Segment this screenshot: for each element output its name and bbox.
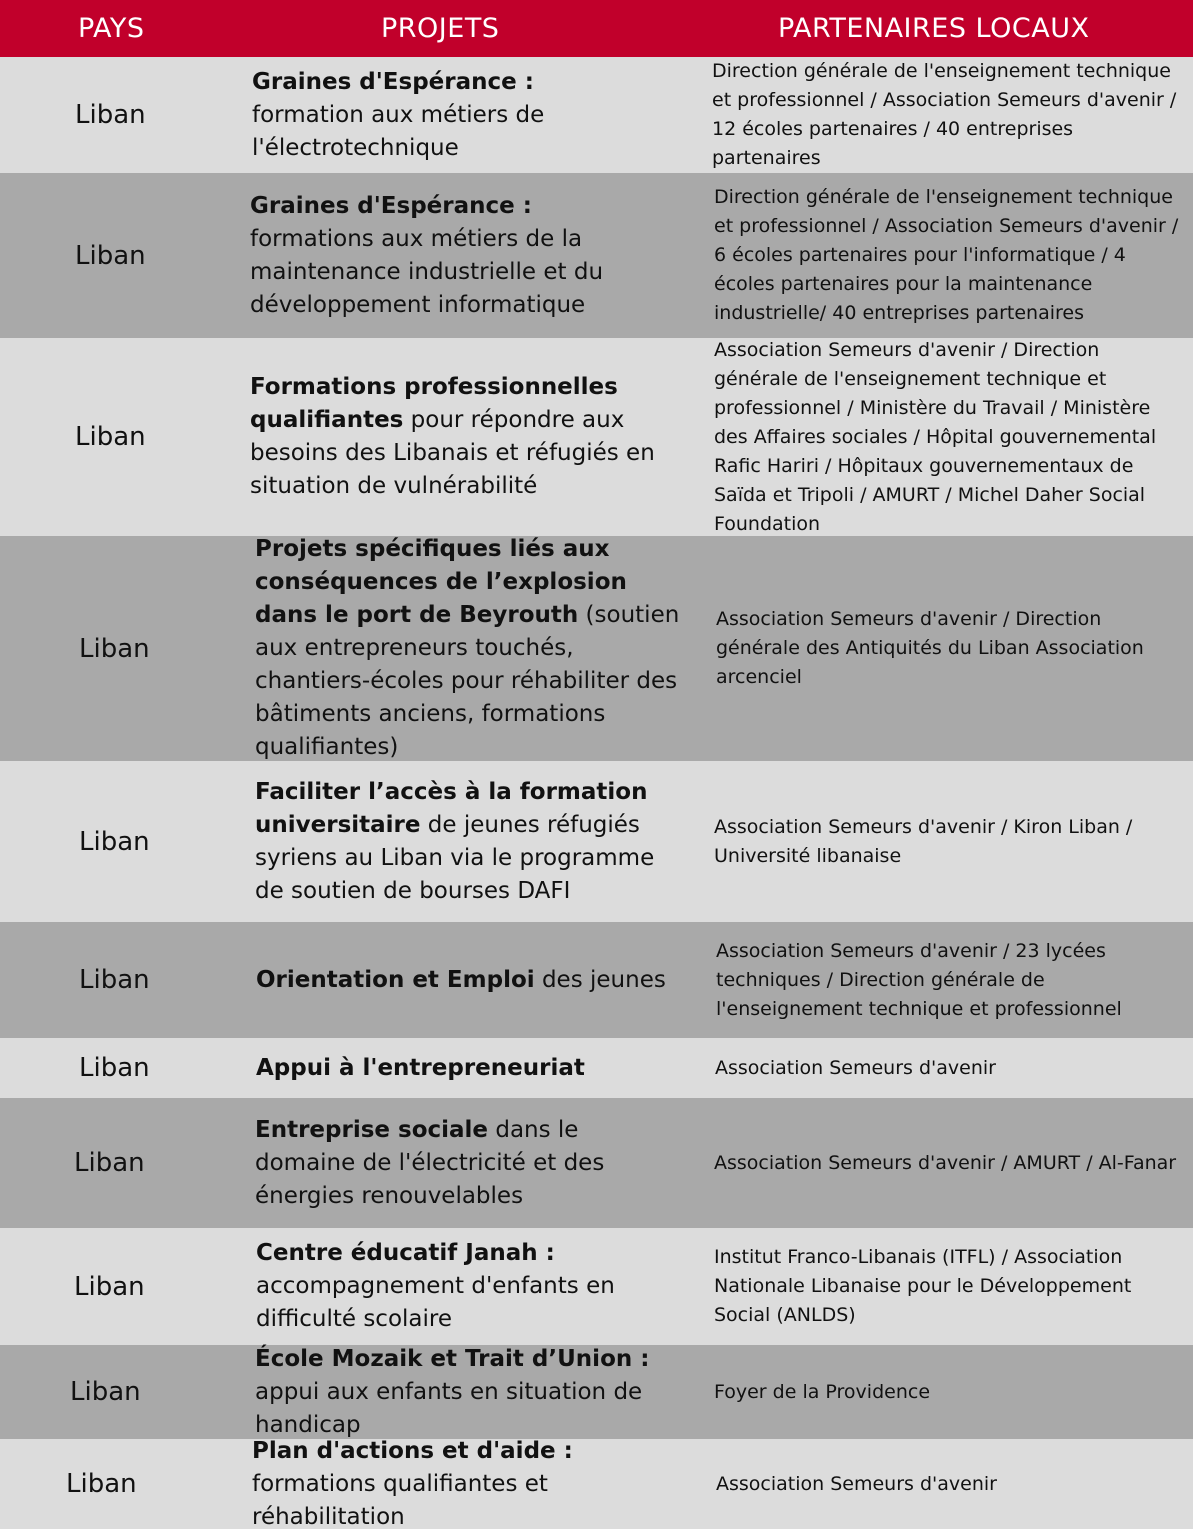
project-cell xyxy=(250,190,650,322)
project-title: Faciliter l’accès à la formation universitaire xyxy=(255,778,648,838)
partners-cell-wrap xyxy=(716,1439,1156,1529)
project-title: Entreprise sociale xyxy=(255,1116,489,1143)
country-cell: Liban xyxy=(75,240,146,271)
partners-cell-wrap xyxy=(714,1345,1154,1439)
partners-cell: Association Semeurs d'avenir / 23 lycées techniques / Direction générale de l'enseignement technique et professionnel xyxy=(716,939,1122,1020)
table-row xyxy=(0,338,1193,536)
partners-cell: Association Semeurs d'avenir / Direction générale des Antiquités du Liban Association arcenciel xyxy=(716,608,1144,688)
project-cell-wrap xyxy=(256,1038,666,1098)
country-cell: Liban xyxy=(74,1148,145,1178)
project-cell-wrap xyxy=(255,1345,690,1439)
project-description: de jeunes réfugiés syriens au Liban via le programme de soutien de bourses DAFI xyxy=(255,811,655,904)
table-row xyxy=(0,1439,1193,1529)
project-cell-wrap xyxy=(250,173,650,338)
project-cell xyxy=(256,1237,646,1336)
table-row xyxy=(0,57,1193,173)
project-title: Projets spécifiques liés aux conséquences de l’explosion dans le port de Beyrouth xyxy=(255,536,627,628)
partners-cell: Institut Franco-Libanais (ITFL) / Association Nationale Libanaise pour le Développement Social (ANLDS) xyxy=(714,1246,1132,1326)
project-title: Appui à l'entrepreneuriat xyxy=(256,1054,585,1081)
project-description: formations aux métiers de la maintenance industrielle et du développement informatique xyxy=(250,225,604,318)
project-cell xyxy=(252,66,642,165)
project-title: Formations professionnelles qualifiantes xyxy=(250,374,618,433)
partners-cell-wrap xyxy=(716,922,1136,1038)
project-cell-wrap xyxy=(255,761,655,922)
project-title: Plan d'actions et d'aide : xyxy=(252,1437,573,1464)
project-title: Orientation et Emploi xyxy=(256,966,535,993)
partners-cell: Association Semeurs d'avenir xyxy=(715,1056,996,1079)
table-row xyxy=(0,1228,1193,1345)
country-cell: Liban xyxy=(79,826,150,857)
partners-cell: Association Semeurs d'avenir xyxy=(716,1472,997,1495)
project-cell xyxy=(255,1114,635,1213)
project-description: appui aux enfants en situation de handicap xyxy=(255,1378,643,1438)
table-row xyxy=(0,1098,1193,1228)
project-cell xyxy=(256,964,666,997)
country-cell: Liban xyxy=(79,633,150,664)
partners-cell: Association Semeurs d'avenir / Direction générale de l'enseignement technique et professionnel / Ministère du Travail / Ministère des Affaires sociales / Hôpital gouvernemental Rafic Hariri / Hôpitaux gouvernementaux de Saïda et Tripoli / AMURT / Michel Daher Social Foundation xyxy=(714,338,1157,535)
project-description: pour répondre aux besoins des Libanais et réfugiés en situation de vulnérabilité xyxy=(250,407,655,499)
partners-cell: Direction générale de l'enseignement technique et professionnel / Association Semeurs d'avenir / 12 écoles partenaires / 40 entreprises partenaires xyxy=(712,60,1177,169)
project-cell xyxy=(255,776,655,908)
partners-cell: Foyer de la Providence xyxy=(714,1380,931,1403)
project-description: (soutien aux entrepreneurs touchés, chantiers-écoles pour réhabiliter des bâtiments anciens, formations qualifiantes) xyxy=(255,602,680,760)
country-cell: Liban xyxy=(75,100,146,130)
country-cell: Liban xyxy=(79,965,150,995)
partners-cell-wrap xyxy=(714,338,1184,536)
partners-cell-wrap xyxy=(714,173,1184,338)
partners-cell-wrap xyxy=(714,1098,1184,1228)
country-cell: Liban xyxy=(66,1469,137,1499)
project-title: Centre éducatif Janah : xyxy=(256,1240,555,1266)
project-cell xyxy=(252,1435,682,1534)
country-cell: Liban xyxy=(79,1053,150,1083)
partners-cell: Association Semeurs d'avenir / Kiron Liban / Université libanaise xyxy=(714,815,1133,867)
partners-cell: Association Semeurs d'avenir / AMURT / Al-Fanar xyxy=(714,1151,1177,1174)
project-cell xyxy=(256,1052,585,1085)
project-cell xyxy=(250,371,660,503)
project-title: École Mozaik et Trait d’Union : xyxy=(255,1345,650,1372)
partners-cell-wrap xyxy=(714,1228,1154,1345)
project-cell-wrap xyxy=(255,536,685,761)
project-cell-wrap xyxy=(256,1228,646,1345)
partners-cell: Direction générale de l'enseignement technique et professionnel / Association Semeurs d'avenir / 6 écoles partenaires pour l'informatique / 4 écoles partenaires pour la maintenance industrielle/ 40 entreprises partenaires xyxy=(714,186,1179,324)
project-description: formations qualifiantes et réhabilitation xyxy=(252,1470,548,1530)
country-cell: Liban xyxy=(74,1271,145,1302)
country-cell: Liban xyxy=(70,1377,141,1407)
project-title: Graines d'Espérance : xyxy=(252,68,534,95)
header-project: PROJETS xyxy=(381,13,500,44)
project-description: des jeunes xyxy=(534,966,666,993)
partners-cell-wrap xyxy=(712,57,1182,173)
project-cell-wrap xyxy=(255,1098,635,1228)
header-country: PAYS xyxy=(78,13,145,44)
table-row xyxy=(0,922,1193,1038)
project-description: dans le domaine de l'électricité et des énergies renouvelables xyxy=(255,1116,605,1209)
table-row xyxy=(0,536,1193,761)
table-row xyxy=(0,761,1193,922)
partners-cell-wrap xyxy=(715,1038,1155,1098)
project-cell-wrap xyxy=(252,1439,682,1529)
table-row xyxy=(0,1038,1193,1098)
country-cell: Liban xyxy=(75,422,146,452)
partners-cell-wrap xyxy=(716,536,1156,761)
project-cell xyxy=(255,1343,690,1442)
project-title: Graines d'Espérance : xyxy=(250,192,532,219)
table-header xyxy=(0,0,1193,57)
project-description: formation aux métiers de l'électrotechnique xyxy=(252,101,545,161)
project-cell-wrap xyxy=(256,922,666,1038)
project-cell-wrap xyxy=(250,338,660,536)
table-row xyxy=(0,1345,1193,1439)
project-cell-wrap xyxy=(252,57,642,173)
partners-cell-wrap xyxy=(714,761,1154,922)
project-cell xyxy=(255,533,685,764)
project-description: accompagnement d'enfants en difficulté scolaire xyxy=(256,1273,615,1332)
table-row xyxy=(0,173,1193,338)
header-partners: PARTENAIRES LOCAUX xyxy=(778,13,1090,44)
